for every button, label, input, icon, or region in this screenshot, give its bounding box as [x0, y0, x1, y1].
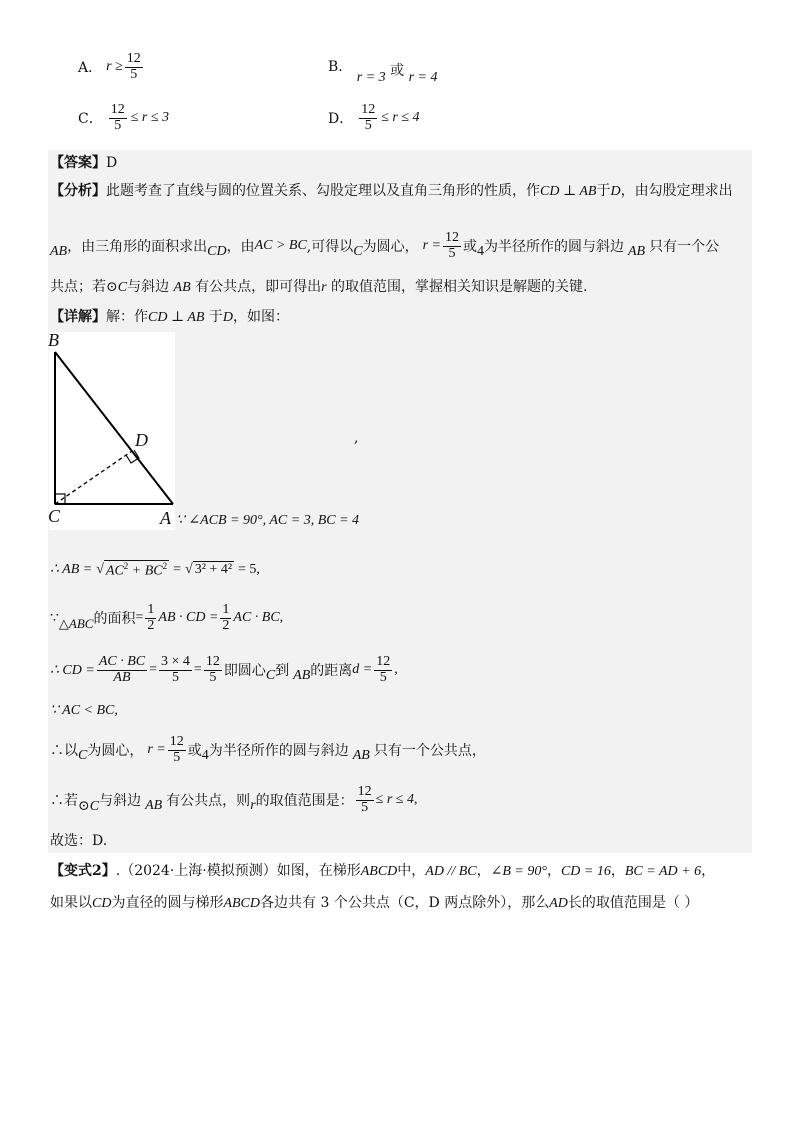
fraction-den: 2 — [147, 617, 155, 633]
label-a: A — [160, 508, 171, 528]
step-text: 有公共点，则 — [166, 793, 251, 809]
variant-text: 各边共有 3 个公共点（C，D 两点除外），那么 — [260, 895, 550, 911]
fraction-den: 5 — [171, 669, 179, 685]
step-math: AB — [352, 748, 370, 763]
step-math: AB — [293, 668, 311, 683]
step-math: 4 — [201, 748, 209, 763]
variant-line-2 — [50, 892, 698, 912]
analysis-text: ，由 — [226, 239, 255, 255]
half-fraction — [145, 603, 156, 633]
step-eq: = — [193, 662, 202, 677]
fraction-num: 1 — [147, 601, 155, 617]
step-math: AC · BC, — [233, 610, 284, 625]
given-line: ∵ ∠ACB = 90°, AC = 3, BC = 4 — [176, 513, 360, 528]
step-math: ⊙C — [78, 798, 100, 814]
analysis-text: ，由三角形的面积求出 — [67, 239, 208, 255]
analysis-text: 为圆心， — [362, 239, 419, 255]
fraction-den: 5 — [361, 799, 369, 815]
variant-text: ， — [701, 863, 716, 879]
analysis-text: 只有一个公 — [649, 239, 720, 255]
option-b-part1: r = 3 — [356, 70, 386, 85]
analysis-math: AC > BC — [254, 238, 307, 253]
sqrt-radicand-2: 3² + 4² — [194, 562, 233, 578]
variant-text: ， — [610, 863, 625, 879]
step-text: 与斜边 — [99, 793, 142, 809]
variant-math: AD // BC — [425, 864, 477, 879]
option-c-label: C． — [78, 111, 103, 127]
fraction — [159, 655, 192, 685]
step-text: ∵ — [50, 610, 59, 626]
step-text: ∴ AB = — [50, 562, 93, 578]
step-text: 到 — [275, 663, 290, 679]
step-2 — [50, 596, 283, 640]
variant-text: 如果以 — [50, 895, 92, 911]
fraction-num: 12 — [357, 783, 372, 799]
fraction-den: 5 — [379, 669, 387, 685]
analysis-math: ⊙C — [106, 280, 128, 295]
analysis-text: 有公共点，即可得出 — [195, 279, 322, 295]
step-text: 的面积 — [93, 611, 136, 627]
variant-math: CD = 16 — [560, 864, 611, 879]
analysis-fraction — [443, 231, 461, 261]
analysis-math: AB — [50, 244, 68, 259]
option-b-label: B． — [328, 59, 353, 75]
fraction-num: 12 — [205, 653, 220, 669]
option-d-label: D． — [328, 111, 354, 127]
analysis-math: D — [610, 184, 621, 199]
step-math: AB — [145, 798, 163, 813]
option-c-rest: ≤ r ≤ 3 — [130, 110, 170, 125]
analysis-text: 于 — [596, 183, 611, 199]
analysis-math: CD — [207, 244, 227, 259]
term: AC — [105, 563, 124, 579]
variant-line-1 — [50, 860, 715, 880]
option-b — [328, 59, 438, 85]
analysis-math: C — [353, 244, 363, 259]
fraction-num: 12 — [169, 733, 184, 749]
variant-text: ， — [476, 863, 491, 879]
analysis-math: CD ⊥ AB — [540, 184, 597, 199]
detail-text: 解：作 — [106, 309, 148, 325]
detail-intro — [50, 306, 289, 326]
analysis-text: 的取值范围，掌握相关知识是解题的关键. — [331, 279, 588, 295]
answer-line — [50, 152, 117, 172]
fraction — [204, 655, 222, 685]
fraction-num: 12 — [376, 653, 391, 669]
detail-math: D — [222, 310, 234, 325]
fraction-den: 2 — [222, 617, 230, 633]
variant-math: ABCD — [223, 896, 261, 911]
sqrt-symbol: √ — [185, 561, 193, 577]
detail-tag: 【详解】 — [50, 309, 106, 325]
stray-comma: , — [354, 430, 359, 446]
step-math: C — [265, 668, 276, 683]
label-c: C — [48, 506, 61, 526]
fraction — [374, 655, 392, 685]
step-text: , — [413, 792, 418, 807]
conclusion: 故选：D. — [50, 833, 108, 849]
analysis-text: 与斜边 — [127, 279, 170, 295]
half-fraction — [220, 603, 231, 633]
variant-math: BC = AD + 6 — [624, 864, 702, 879]
step-text: 的取值范围是： — [255, 793, 354, 809]
option-d-fraction — [359, 103, 377, 133]
variant-math: ∠B = 90° — [490, 864, 547, 879]
option-c-den: 5 — [114, 117, 122, 133]
analysis-line-1 — [50, 180, 733, 200]
option-d — [328, 98, 420, 138]
variant-math: AD — [549, 896, 568, 911]
fraction-num: 12 — [445, 229, 459, 245]
analysis-line-2 — [50, 226, 719, 266]
option-c-num: 12 — [110, 101, 125, 117]
option-d-num: 12 — [361, 101, 376, 117]
fraction-num: AC · BC — [98, 653, 146, 669]
step-math: △ABC — [58, 616, 94, 631]
fraction — [168, 735, 186, 765]
step-3 — [50, 648, 398, 692]
analysis-math: AB — [173, 280, 191, 295]
step-text: = 5, — [238, 561, 260, 577]
label-b: B — [48, 330, 59, 350]
option-a-label: A． — [78, 60, 103, 76]
analysis-math: r = — [422, 238, 441, 253]
option-c — [78, 98, 169, 138]
detail-text: 于 — [208, 309, 223, 325]
analysis-text: 或 — [463, 239, 477, 255]
option-a-num: 12 — [126, 50, 141, 66]
altitude-cd — [55, 451, 132, 504]
step-text: 即圆心 — [223, 663, 266, 679]
step-text: 的距离 — [310, 663, 353, 679]
analysis-text: ,可得以 — [306, 239, 354, 255]
step-eq: = — [135, 610, 144, 625]
step-math: d = — [352, 662, 373, 677]
variant-math: CD — [92, 896, 112, 911]
variant-math: ABCD — [360, 864, 398, 879]
step-math: ≤ r ≤ 4 — [375, 792, 414, 807]
variant-text: .（2024·上海·模拟预测）如图，在梯形 — [115, 863, 361, 879]
option-d-rest: ≤ r ≤ 4 — [381, 110, 420, 125]
analysis-text: 为半径所作的圆与斜边 — [484, 239, 624, 255]
step-eq: = — [173, 561, 182, 577]
variant-text: 长的取值范围是（ ） — [567, 895, 699, 911]
analysis-math: 4 — [477, 244, 484, 259]
step-text: 只有一个公共点， — [373, 743, 486, 759]
fraction-den: AB — [113, 669, 131, 685]
triangle-figure — [49, 332, 175, 530]
step-1 — [50, 560, 260, 580]
step-math: r — [250, 798, 256, 813]
option-b-connector: 或 — [390, 63, 405, 79]
detail-math: CD ⊥ AB — [148, 310, 205, 325]
triangle-diagram — [49, 332, 175, 530]
step-text: , — [394, 662, 398, 677]
option-a-den: 5 — [130, 66, 138, 82]
analysis-text: 共点；若 — [50, 279, 106, 295]
fraction — [356, 785, 374, 815]
analysis-tag: 【分析】 — [50, 183, 106, 199]
step-5 — [50, 728, 486, 772]
fraction-den: 5 — [173, 749, 181, 765]
analysis-line-3 — [50, 276, 587, 296]
step-6 — [50, 778, 417, 822]
step-eq: = — [149, 662, 157, 677]
detail-text: ，如图： — [233, 309, 290, 325]
term: BC — [144, 563, 163, 579]
step-math: r = — [147, 742, 166, 757]
sqrt-symbol: √ — [96, 561, 104, 577]
label-d: D — [135, 430, 148, 450]
option-b-part2: r = 4 — [408, 70, 438, 85]
option-a-expr: r ≥ — [106, 59, 123, 74]
fraction-den: 5 — [209, 669, 217, 685]
step-4: ∵ AC < BC, — [50, 703, 118, 718]
option-c-fraction — [109, 103, 127, 133]
answer-value: D — [106, 155, 118, 171]
fraction-num: 3 × 4 — [161, 653, 190, 669]
step-math: AB · CD = — [158, 610, 219, 625]
analysis-math: r — [321, 280, 327, 295]
step-text: 或 — [187, 743, 202, 759]
step-text: ∴以 — [50, 743, 78, 759]
variant-tag: 【变式2】 — [50, 863, 116, 879]
step-text: ∴若 — [50, 793, 78, 809]
analysis-text: ，由勾股定理求出 — [620, 183, 733, 199]
step-text: 为圆心， — [87, 743, 144, 759]
analysis-math: AB — [628, 244, 646, 259]
step-math: C — [78, 748, 88, 763]
fraction — [97, 655, 147, 685]
step-math: ∴ CD = — [50, 662, 95, 678]
fraction-den: 5 — [448, 245, 456, 261]
side-ab — [55, 352, 173, 504]
sqrt-radicand-1: $AC^2 + BC^2$ — [105, 561, 168, 579]
fraction-num: 1 — [222, 601, 230, 617]
variant-text: 中， — [397, 863, 426, 879]
variant-text: 为直径的圆与梯形 — [111, 895, 224, 911]
step-text: 为半径所作的圆与斜边 — [208, 743, 349, 759]
option-a — [78, 47, 145, 87]
answer-tag: 【答案】 — [50, 155, 106, 171]
option-d-den: 5 — [364, 117, 372, 133]
variant-text: ， — [546, 863, 561, 879]
analysis-text: 此题考查了直线与圆的位置关系、勾股定理以及直角三角形的性质，作 — [106, 183, 540, 199]
option-a-fraction — [125, 52, 143, 82]
